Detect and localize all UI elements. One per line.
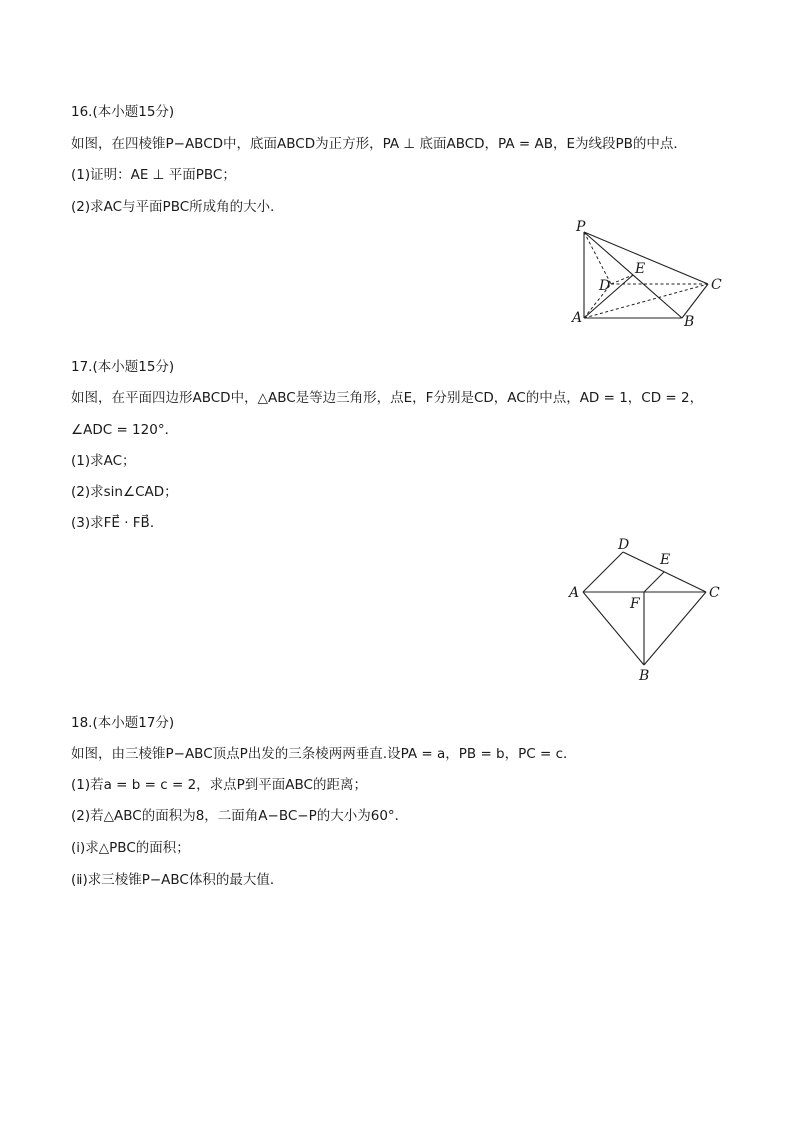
label-D: D (599, 278, 611, 294)
edge-CB (644, 592, 706, 665)
label-A: A (572, 310, 583, 326)
problem-16-stem: 如图，在四棱锥P−ABCD中，底面ABCD为正方形，PA ⊥ 底面ABCD，PA = AB，E为线段PB的中点． (71, 136, 687, 152)
label-C: C (711, 277, 722, 293)
label-A: A (569, 585, 580, 601)
problem-18-part-2: (2)若△ABC的面积为8，二面角A−BC−P的大小为60°． (71, 808, 409, 824)
edge-PD-hidden (584, 232, 611, 284)
problem-17-stem-line-1: 如图，在平面四边形ABCD中，△ABC是等边三角形，点E，F分别是CD，AC的中点，AD = 1，CD = 2， (71, 390, 704, 406)
problem-16-pyramid-figure (565, 215, 725, 330)
problem-17-part-1: (1)求AC； (71, 453, 136, 469)
label-P: P (576, 219, 586, 235)
edge-AD (583, 552, 623, 592)
problem-18-stem: 如图，由三棱锥P−ABC顶点P出发的三条棱两两垂直.设PA = a，PB = b，PC = c． (71, 746, 577, 762)
problem-17-stem-line-2: ∠ADC = 120°． (71, 422, 179, 438)
label-D: D (618, 537, 630, 553)
label-C: C (709, 585, 720, 601)
label-E: E (635, 261, 646, 277)
problem-17-header: 17.(本小题15分) (71, 359, 175, 375)
segment-FE (644, 572, 664, 592)
problem-18-part-2ii: (ⅱ)求三棱锥P−ABC体积的最大值． (71, 872, 284, 888)
problem-16-part-1: (1)证明：AE ⊥ 平面PBC； (71, 167, 236, 183)
segment-DE-hidden (611, 275, 633, 284)
label-F: F (630, 596, 640, 612)
label-B: B (684, 314, 695, 330)
problem-18-part-2i: (ⅰ)求△PBC的面积； (71, 840, 190, 856)
label-B: B (639, 668, 650, 684)
edge-BC (682, 284, 708, 318)
problem-18-part-1: (1)若a = b = c = 2，求点P到平面ABC的距离； (71, 777, 367, 793)
problem-17-part-2: (2)求sin∠CAD； (71, 484, 178, 500)
label-E: E (660, 552, 671, 568)
edge-PC (584, 232, 708, 284)
problem-18-header: 18.(本小题17分) (71, 715, 175, 731)
problem-16-header: 16.(本小题15分) (71, 104, 175, 120)
problem-16-part-2: (2)求AC与平面PBC所成角的大小． (71, 199, 284, 215)
problem-17-part-3: (3)求FE⃗ · FB⃗． (71, 515, 164, 531)
problem-17-quadrilateral-figure (565, 533, 725, 683)
